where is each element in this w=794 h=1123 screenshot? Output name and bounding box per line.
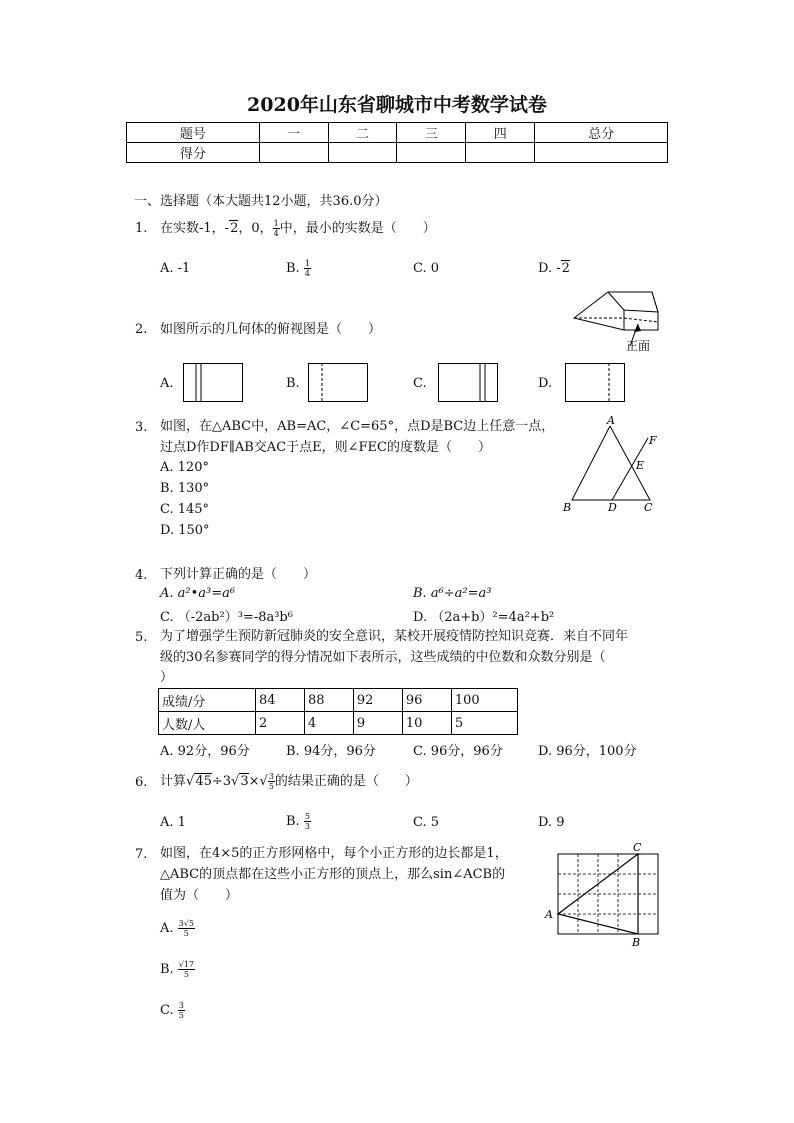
score-cell bbox=[466, 143, 535, 163]
question-text: 下列计算正确的是（ ） bbox=[160, 567, 317, 582]
question-6-text: 计算√45÷3√3×√ $\frac{3}{5}$ 的结果正确的是（ ） bbox=[160, 772, 418, 791]
score-row-label: 得分 bbox=[127, 143, 260, 163]
question-text: ，0， bbox=[238, 221, 273, 236]
label-a: A bbox=[607, 414, 615, 427]
score-table bbox=[126, 122, 668, 163]
question-text: 中，最小的实数是（ ） bbox=[279, 221, 436, 236]
score-cell bbox=[535, 143, 668, 163]
option-a[interactable]: A. 92分，96分 bbox=[160, 744, 250, 759]
option-d-label[interactable]: D. bbox=[538, 376, 553, 391]
label-c: C bbox=[633, 841, 642, 854]
option-d[interactable]: D. 96分，100分 bbox=[538, 744, 637, 759]
score-cell bbox=[328, 143, 397, 163]
score-header-cell: 题号 bbox=[127, 123, 260, 143]
table-cell: 5 bbox=[451, 712, 517, 735]
score-header-cell: 一 bbox=[259, 123, 328, 143]
option-d[interactable]: D. 9 bbox=[538, 815, 565, 830]
fraction-5-3: $\frac{5}{3}$ bbox=[304, 812, 310, 831]
fraction-3-5: $\frac{3}{5}$ bbox=[268, 772, 274, 791]
fraction-1-4: $\frac{1}{4}$ bbox=[304, 259, 310, 278]
question-text: 过点D作DF∥AB交AC于点E，则∠FEC的度数是（ ） bbox=[160, 440, 491, 455]
fraction-1-4: $\frac{1}{4}$ bbox=[273, 219, 279, 238]
option-a[interactable]: A. -1 bbox=[160, 261, 191, 276]
option-b-figure[interactable] bbox=[308, 363, 370, 403]
option-c[interactable]: C. 5 bbox=[413, 815, 440, 830]
option-b[interactable]: B. $\frac{√17}{5}$ bbox=[160, 960, 195, 979]
table-cell: 84 bbox=[256, 689, 305, 712]
label-e: E bbox=[636, 459, 645, 472]
score-header-cell: 二 bbox=[328, 123, 397, 143]
question-number: 4. bbox=[135, 568, 148, 583]
question-text: 如图，在△ABC中，AB=AC，∠C=65°，点D是BC边上任意一点， bbox=[160, 419, 555, 434]
question-text: ） bbox=[160, 670, 174, 685]
score-header-cell: 三 bbox=[397, 123, 466, 143]
option-b[interactable]: B. $\frac{1}{4}$ bbox=[286, 259, 310, 278]
question-number: 7. bbox=[135, 847, 148, 862]
question-number: 6. bbox=[135, 775, 148, 790]
score-cell bbox=[397, 143, 466, 163]
table-cell: 9 bbox=[353, 712, 402, 735]
option-b[interactable]: B. 130° bbox=[160, 481, 210, 496]
table-cell: 92 bbox=[353, 689, 402, 712]
solid-figure bbox=[570, 288, 670, 354]
option-c-label[interactable]: C. bbox=[413, 376, 427, 391]
table-cell: 人数/人 bbox=[159, 712, 256, 735]
score-cell bbox=[259, 143, 328, 163]
option-c[interactable]: C. 145° bbox=[160, 502, 210, 517]
table-cell: 100 bbox=[451, 689, 517, 712]
table-cell: 88 bbox=[304, 689, 353, 712]
option-c[interactable]: C. 0 bbox=[413, 261, 440, 276]
question-text: 值为（ ） bbox=[160, 888, 239, 903]
label-b: B bbox=[632, 936, 641, 949]
table-cell: 96 bbox=[402, 689, 451, 712]
label-front: 正面 bbox=[626, 339, 651, 353]
label-b: B bbox=[563, 501, 572, 514]
option-d[interactable]: D. （2a+b）²=4a²+b² bbox=[413, 610, 555, 625]
question-text: 如图，在4×5的正方形网格中，每个小正方形的边长都是1， bbox=[160, 846, 508, 861]
option-b-label[interactable]: B. bbox=[286, 376, 300, 391]
table-cell: 10 bbox=[402, 712, 451, 735]
option-c-figure[interactable] bbox=[438, 363, 500, 403]
label-d: D bbox=[608, 501, 617, 514]
question-text: 在实数-1，- bbox=[160, 221, 230, 236]
option-d-figure[interactable] bbox=[565, 363, 627, 403]
option-a[interactable]: A. 120° bbox=[160, 460, 209, 475]
score-header-cell: 四 bbox=[466, 123, 535, 143]
option-a[interactable]: A. 1 bbox=[160, 815, 186, 830]
option-b[interactable]: B. a⁶÷a²=a³ bbox=[413, 586, 492, 601]
page-title: 2020年山东省聊城市中考数学试卷 bbox=[247, 94, 547, 116]
option-a-label[interactable]: A. bbox=[160, 376, 174, 391]
option-c[interactable]: C. （-2ab²）³=-8a³b⁶ bbox=[160, 610, 293, 625]
question-number: 1. bbox=[135, 221, 148, 236]
question-number: 2. bbox=[135, 322, 148, 337]
section-heading: 一、选择题（本大题共12小题，共36.0分） bbox=[134, 194, 388, 209]
label-c: C bbox=[644, 501, 653, 514]
question-number: 3. bbox=[135, 420, 148, 435]
question-text: 级的30名参赛同学的得分情况如下表所示，这些成绩的中位数和众数分别是（ bbox=[160, 650, 606, 665]
table-cell: 2 bbox=[256, 712, 305, 735]
question-number: 5. bbox=[135, 630, 148, 645]
option-c[interactable]: C. $\frac{3}{5}$ bbox=[160, 1001, 184, 1020]
option-a[interactable]: A. a²•a³=a⁶ bbox=[160, 586, 236, 601]
question-text: △ABC的顶点都在这些小正方形的顶点上，那么sin∠ACB的 bbox=[160, 867, 506, 882]
table-cell: 成绩/分 bbox=[159, 689, 256, 712]
option-b[interactable]: B. 94分，96分 bbox=[286, 744, 376, 759]
label-a: A bbox=[545, 908, 553, 921]
table-cell: 4 bbox=[304, 712, 353, 735]
option-d[interactable]: D. -2 bbox=[538, 261, 570, 276]
triangle-figure bbox=[558, 412, 668, 516]
sqrt-radicand: 2 bbox=[230, 221, 239, 236]
score-header-cell: 总分 bbox=[535, 123, 668, 143]
option-c[interactable]: C. 96分，96分 bbox=[413, 744, 503, 759]
score-distribution-table bbox=[158, 688, 518, 735]
question-text: 为了增强学生预防新冠肺炎的安全意识，某校开展疫情防控知识竞赛．来自不同年 bbox=[160, 629, 629, 644]
question-text: 如图所示的几何体的俯视图是（ ） bbox=[160, 322, 382, 337]
option-a[interactable]: A. $\frac{3√5}{5}$ bbox=[160, 919, 194, 938]
label-f: F bbox=[649, 434, 657, 447]
option-b[interactable]: B. $\frac{5}{3}$ bbox=[286, 812, 310, 831]
option-a-figure[interactable] bbox=[183, 363, 245, 403]
grid-figure bbox=[540, 838, 665, 950]
option-d[interactable]: D. 150° bbox=[160, 523, 210, 538]
